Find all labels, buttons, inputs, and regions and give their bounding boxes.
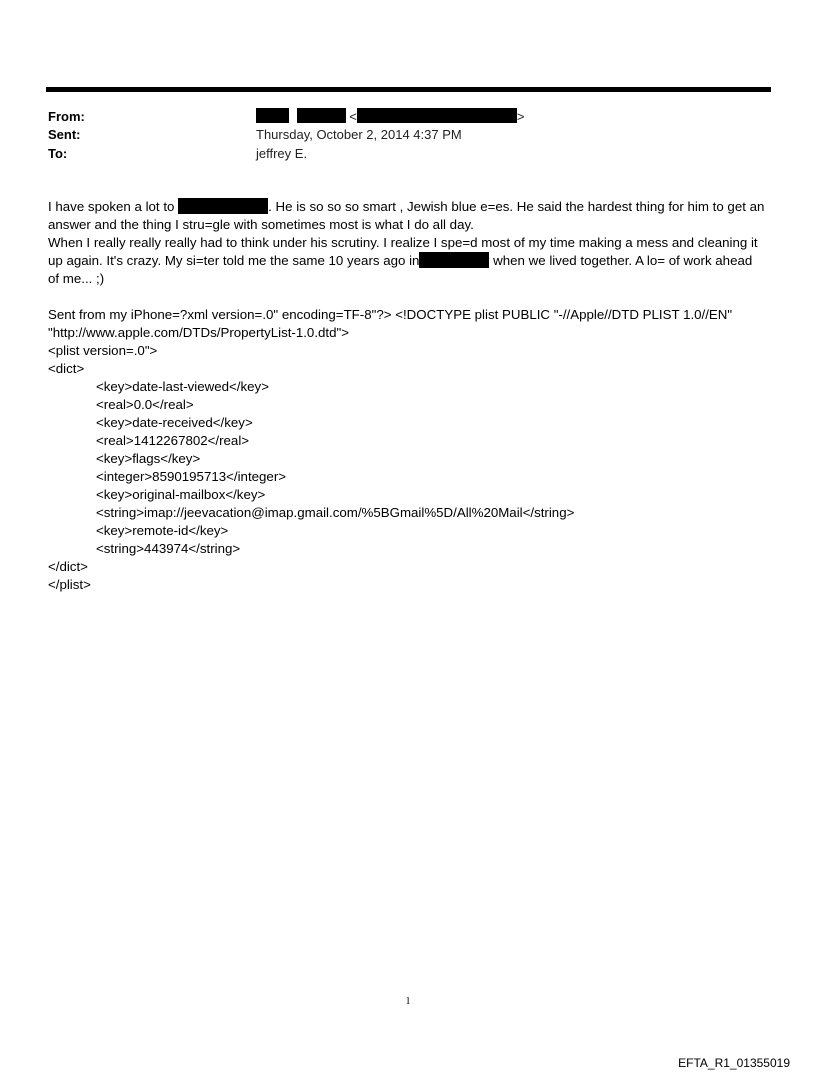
- plist-entry: <key>remote-id</key>: [96, 523, 229, 538]
- body-text-segment: when we lived together. A lo= of work ahead: [489, 253, 753, 268]
- plist-entry: <integer>8590195713</integer>: [96, 469, 287, 484]
- page-number: 1: [405, 996, 411, 1007]
- body-text-segment: . He is so so so smart , Jewish blue e=es. He said the hardest thing for him to get an: [268, 199, 765, 214]
- plist-line: </dict>: [48, 559, 88, 574]
- from-value: [256, 108, 524, 125]
- plist-line: Sent from my iPhone=?xml version=.0" encoding=TF-8"?> <!DOCTYPE plist PUBLIC "-//Apple//DTD PLIST 1.0//EN": [48, 307, 733, 322]
- sent-value: Thursday, October 2, 2014 4:37 PM: [256, 127, 462, 142]
- redaction-block: [178, 198, 268, 214]
- plist-block: [48, 306, 778, 594]
- to-label: To:: [48, 146, 68, 161]
- from-email-open-bracket: <: [349, 109, 357, 124]
- body-text-segment: I have spoken a lot to: [48, 199, 179, 214]
- from-label: From:: [48, 109, 85, 124]
- redaction-block: [419, 252, 489, 268]
- plist-line: <plist version=.0">: [48, 343, 158, 358]
- plist-entry: <real>0.0</real>: [96, 397, 194, 412]
- plist-entry: <key>flags</key>: [96, 451, 201, 466]
- body-line: of me... ;): [48, 271, 105, 286]
- plist-line: "http://www.apple.com/DTDs/PropertyList-1.0.dtd">: [48, 325, 349, 340]
- body-line: When I really really really had to think under his scrutiny. I realize I spe=d most of my time making a mess and cleaning it: [48, 235, 758, 250]
- plist-entry: <real>1412267802</real>: [96, 433, 250, 448]
- body-text-segment: up again. It's crazy. My si=ter told me the same 10 years ago in: [48, 253, 420, 268]
- to-value: jeffrey E.: [256, 146, 308, 161]
- plist-entry: <string>443974</string>: [96, 541, 241, 556]
- document-id: EFTA_R1_01355019: [678, 1056, 790, 1070]
- body-line: [48, 252, 778, 270]
- plist-entry: <key>date-last-viewed</key>: [96, 379, 269, 394]
- redaction-block: [297, 108, 346, 123]
- body-line: [48, 198, 778, 216]
- sent-label: Sent:: [48, 127, 81, 142]
- plist-entry: <string>imap://jeevacation@imap.gmail.com/%5BGmail%5D/All%20Mail</string>: [96, 505, 575, 520]
- header-rule: [46, 87, 771, 92]
- plist-entry: <key>original-mailbox</key>: [96, 487, 266, 502]
- redaction-block: [256, 108, 289, 123]
- plist-line: <dict>: [48, 361, 85, 376]
- from-email-close-bracket: >: [516, 109, 525, 124]
- redaction-block: [357, 108, 517, 123]
- message-body: [48, 198, 778, 288]
- plist-line: </plist>: [48, 577, 91, 592]
- body-line: answer and the thing I stru=gle with sometimes most is what I do all day.: [48, 217, 474, 232]
- plist-entry: <key>date-received</key>: [96, 415, 253, 430]
